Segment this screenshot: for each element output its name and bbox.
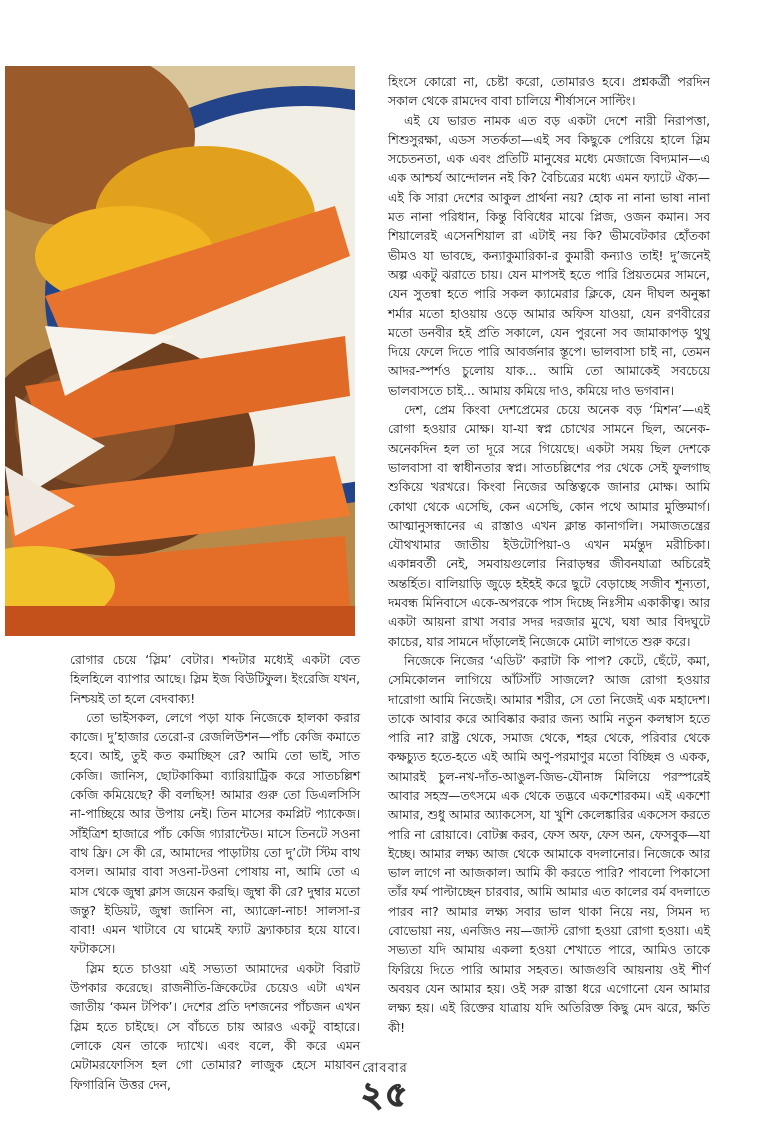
paragraph: দেশ, প্রেম কিংবা দেশপ্রেমের চেয়ে অনেক বড় ‘মিশন’—এই রোগা হওয়ার মোক্ষ। যা-যা স্বপ্ন চোখের সামনে ছিল, অনেক-অনেকদিন হল তা দূরে সরে গিয়েছে। একটা সময় ছিল দেশকে ভালবাসা বা স্বাধীনতার স্বপ্ন। সাতচল্লিশের পর থেকে সেই ফুলগাছ শুকিয়ে খরখরে। কিংবা নিজের অস্তিত্বকে জানার মোক্ষ। আমি কোথা থেকে এসেছি, কেন এসেছি, কোন পথে আমার মুক্তিমার্গ। আত্মানুসন্ধানের এ রাস্তাও এখন ক্লান্ত কানাগলি। সমাজতন্ত্রের যৌথখামার জাতীয় ইউটোপিয়া-ও এখন মর্মন্তুদ মরীচিকা। একান্নবর্তী নেই, সমবায়গুলোর নিরাড়ম্বর জীবনযাত্রা অচিরেই অন্তর্হিত। বালিয়াড়ি জুড়ে হইহই করে ছুটে বেড়াচ্ছে সজীব শূন্যতা, দমবন্ধ মিনিবাসে একে-অপরকে পাস দিচ্ছে নিঃসীম একাকীত্ব। আর একটা আয়না রাখা সবার সদর দরজার মুখে, ঘষা আর বিদঘুটে কাচের, যার সামনে দাঁড়ালেই নিজেকে মোটা লাগতে শুরু করে। — [388, 403, 710, 649]
paragraph: স্লিম হতে চাওয়া এই সভ্যতা আমাদের একটা বিরাট উপকার করেছে। রাজনীতি-ক্রিকেটের চেয়েও এটা এখন জাতীয় ‘কমন টপিক’। দেশের প্রতি দশজনের পাঁচজন এখন স্লিম হতে চাইছে। সে বাঁচতে চায় আরও একটু বাহারে। লোকে যেন তাকে দ্যাখে। এবং বলে, কী করে এমন মেটামরফোসিস হল গো তোমার? লাজুক হেসে মায়াবন ফিগারিনি উত্তর দেন, — [70, 961, 360, 1092]
paragraph: এই যে ভারত নামক এত বড় একটা দেশে নারী নিরাপত্তা, শিশুসুরক্ষা, এডস সতর্কতা—এই সব কিছুকে পেরিয়ে হালে স্লিম সচেতনতা, এক এবং প্রতিটি মানুষের মধ্যে মেজাজে বিদ্যমান—এ এক আশ্চর্য আন্দোলন নই কি? বৈচিত্রের মধ্যে এমন ফ্যাটে ঐক্য—এই কি সারা দেশের আকুল প্রার্থনা নয়? হোক না নানা ভাষা নানা মত নানা পরিধান, কিন্তু বিবিধের মাঝে প্লিজ, ওজন কমান। সব শিয়ালেরই এসেনশিয়াল রা এটাই নয় কি? ভীমবেটকার হোঁতকা ভীমও যা ভাবছে, কন্যাকুমারিকা-র কুমারী কন্যাও তাই! দু’জনেই অল্প একটু ঝরাতে চায়। যেন মাপসই হতে পারি প্রিয়তমের সামনে, যেন সুতন্বা হতে পারি সকল ক্যামেরার ক্লিকে, যেন দীঘল অনুষ্কা শর্মার মতো হাওয়ায় ওড়ে আমার অফিস যাওয়া, যেন রণবীরের মতো ডনবীর হই প্রতি সকালে, যেন পুরনো সব জামাকাপড় থুথু দিয়ে ফেলে দিতে পারি আবর্জনার স্তূপে। ভালবাসা চাই না, তেমন আদর-স্পর্শও চুলোয় যাক... আমি তো আমাকেই সবচেয়ে ভালবাসতে চাই... আমায় কমিয়ে দাও, কমিয়ে দাও ভগবান। — [388, 113, 710, 398]
paragraph: তো ভাইসকল, লেগে পড়া যাক নিজেকে হালকা করার কাজে। দু’হাজার তেরো-র রেজলিউশন—পাঁচ কেজি কমাতে হবে। আই, তুই কত কমাচ্ছিস রে? আমি তো ভাই, সাত কেজি। জানিস, ছোটকাকিমা ব্যারিয়াট্রিক করে সাতচল্লিশ কেজি কমিয়েছে? কী বলছিস! আমার গুরু তো ডিএলসিসি না-পাচ্ছিয়ে আর উপায় নেই। তিন মাসের কমপ্লিট প্যাকেজ। সাঁইত্রিশ হাজারে পাঁচ কেজি গ্যারান্টেড। মাসে তিনটে সওনা বাথ ফ্রি। সে কী রে, আমাদের পাড়াটায় তো দু’টো স্টিম বাথ বসল। আমার বাবা সওনা-টওনা পোষায় না, আমি তো এ মাস থেকে জুম্বা ক্লাস জয়েন করছি। জুম্বা কী রে? দুম্বার মতো জন্তু? ইডিয়ট, জুম্বা জানিস না, অ্যাক্রো-নাচ! সালসা-র বাবা! এমন খাটাবে যে ঘামেই ফ্যাট ফ্র্যাকচার হয়ে যাবে। ফটাকসে। — [70, 710, 360, 957]
paragraph: রোগার চেয়ে ‘স্লিম’ বেটার। শব্দটার মধ্যেই একটা বেত হিলহিলে ব্যাপার আছে। স্লিম ইজ বিউটিফুল। ইংরেজি যখন, নিশ্চয়ই তা হলে বেদবাক্য! — [70, 653, 360, 706]
food-photo — [5, 66, 355, 636]
paragraph: হিংসে কোরো না, চেষ্টা করো, তোমারও হবে। প্রশ্নকর্ত্রী পরদিন সকাল থেকে রামদেব বাবা চালিয়ে শীর্ষাসনে সাল্টিং। — [388, 75, 710, 109]
right-text-column — [388, 73, 710, 1038]
left-text-column — [70, 651, 360, 1095]
magazine-name: রোববার — [362, 1061, 408, 1076]
paragraph: নিজেকে নিজের ‘এডিট’ করাটা কি পাপ? কেটে, ছেঁটে, কমা, সেমিকোলন লাগিয়ে আঁটসাঁট সাজলে? আজ রোগা হওয়ার দারোগা আমি নিজেই। আমার শরীর, সে তো নিজেই এক মহাদেশ। তাকে আবার করে আবিষ্কার করার জন্য আমি নতুন কলম্বাস হতে পারি না? রাষ্ট্র থেকে, সমাজ থেকে, শহর থেকে, পরিবার থেকে কক্ষচ্যুত হতে-হতে এই আমি অণু-পরমাণুর মতো বিচ্ছিন্ন ও একক, আমারই চুল-নখ-দাঁত-আঙুল-জিভ-যৌনাঙ্গ মিলিয়ে পরস্পরেই আবার সহস্র—তৎসমে এক থেকে তদ্ভবে একশোরকম। এই একশো আমার, শুধু আমার অ্যাকসেস, যা খুশি কেলেঙ্কারির একসেস করতে পারি না রোয়াবে। বোটক্স করব, ফেস অফ, ফেস অন, ফেসবুক—যা ইচ্ছে। আমার লক্ষ্য আজ থেকে আমাকে বদলানোর। নিজেকে আর ভাল লাগে না আজকাল। আমি কী করতে পারি? পাবলো পিকাসো তাঁর ফর্ম পাল্টাচ্ছেন চারবার, আমি আমার এত কালের বর্ম বদলাতে পারব না? আমার লক্ষ্য সবার ভাল থাকা নিয়ে নয়, সিমন দ্য বোভোয়া নয়, এনজিও নয়—জাস্ট রোগা হওয়া রোগা হওয়া। এই সভ্যতা যদি আমায় একলা হওয়া শেখাতে পারে, আমিও তাকে ফিরিয়ে দিতে পারি আমার সহবত। আজগুবি আয়নায় ওই শীর্ণ অবয়ব যেন আমার হয়। ওই সরু রাস্তা ধরে এগোনো যেন আমার লক্ষ্য হয়। এই রিক্তের যাত্রায় যদি অতিরিক্ত কিছু মেদ ঝরে, ক্ষতি কী! — [388, 653, 710, 1035]
page-number: ২৫ — [360, 1075, 410, 1115]
